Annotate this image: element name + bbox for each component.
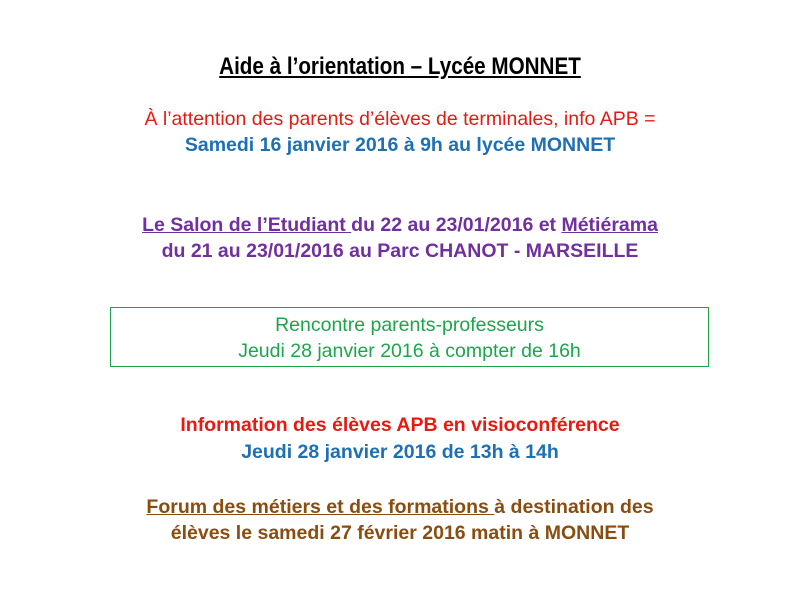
apb-info-line-1: À l’attention des parents d’élèves de terminales, info APB = xyxy=(144,108,656,130)
forum-line-1 xyxy=(0,494,800,520)
forum-text: à destination des xyxy=(494,496,654,518)
apb-info-line-2: Samedi 16 janvier 2016 à 9h au lycée MONNET xyxy=(184,134,616,156)
rencontre-line-1: Rencontre parents-professeurs xyxy=(275,314,544,336)
salon-line-1 xyxy=(0,212,800,238)
forum-link[interactable]: Forum des métiers et des formations xyxy=(146,496,495,518)
salon-line-2: du 21 au 23/01/2016 au Parc CHANOT - MARSEILLE xyxy=(161,240,639,262)
salon-etudiant-link[interactable]: Le Salon de l’Etudiant xyxy=(142,214,352,236)
salon-dates-text: du 22 au 23/01/2016 et xyxy=(351,214,562,236)
forum-line-2: élèves le samedi 27 février 2016 matin à MONNET xyxy=(170,522,630,544)
rencontre-box xyxy=(110,307,709,367)
visio-line-2: Jeudi 28 janvier 2016 de 13h à 14h xyxy=(241,441,559,463)
metierama-link[interactable]: Métiérama xyxy=(561,214,658,236)
page-title: Aide à l’orientation – Lycée MONNET xyxy=(219,53,581,80)
visio-line-1: Information des élèves APB en visioconférence xyxy=(180,414,620,436)
rencontre-line-2: Jeudi 28 janvier 2016 à compter de 16h xyxy=(238,340,581,362)
